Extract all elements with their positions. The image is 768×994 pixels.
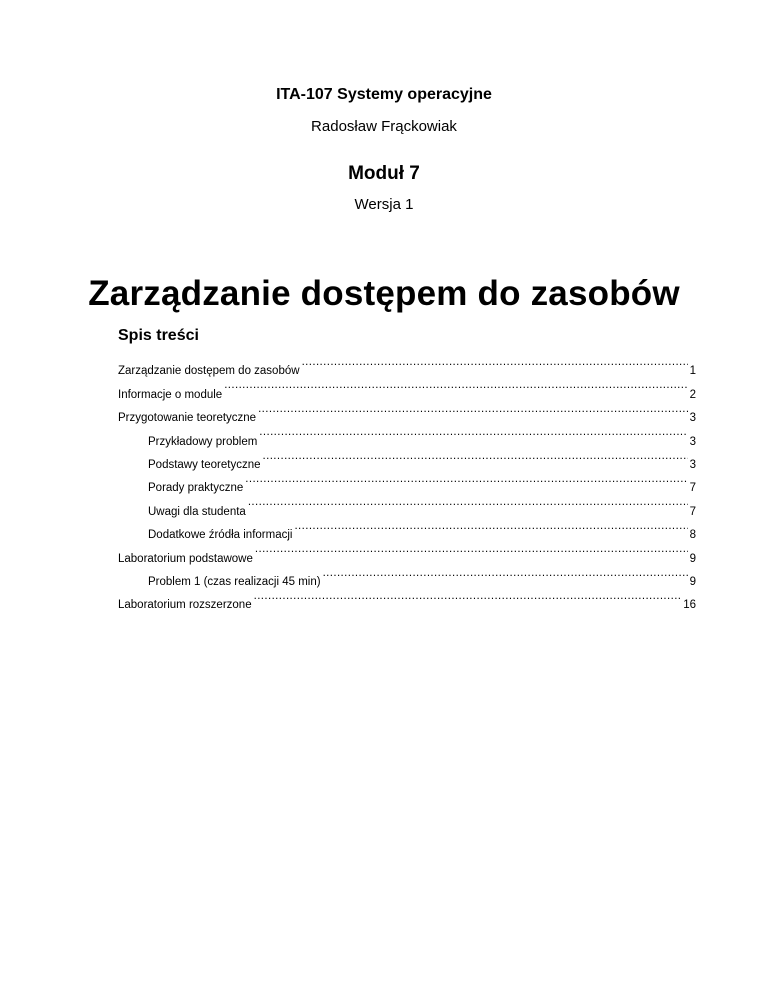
toc-entry-label: Przykładowy problem [148, 435, 258, 448]
toc-entry-label: Porady praktyczne [148, 482, 244, 495]
toc-leader-dots [259, 421, 687, 444]
toc-entry-label: Laboratorium rozszerzone [118, 599, 252, 612]
table-of-contents [118, 351, 696, 612]
toc-leader-dots [224, 374, 687, 397]
toc-entry-page-number: 3 [689, 458, 696, 471]
toc-leader-dots [254, 585, 682, 608]
main-title: Zarządzanie dostępem do zasobów [88, 274, 680, 313]
toc-leader-dots [245, 468, 687, 491]
toc-entry-page-number: 1 [689, 365, 696, 378]
module-number: Moduł 7 [348, 163, 420, 184]
toc-entry-label: Podstawy teoretyczne [148, 458, 261, 471]
toc-leader-dots [258, 398, 688, 421]
version-label: Wersja 1 [354, 196, 414, 213]
toc-entry-page-number: 7 [689, 505, 696, 518]
toc-entry-label: Uwagi dla studenta [148, 505, 246, 518]
toc-entry-label: Dodatkowe źródła informacji [148, 529, 293, 542]
toc-entry-page-number: 7 [689, 482, 696, 495]
toc-entry-page-number: 16 [683, 599, 696, 612]
toc-leader-dots [323, 562, 688, 585]
toc-entry[interactable] [118, 351, 696, 378]
toc-entry-page-number: 8 [689, 529, 696, 542]
toc-leader-dots [263, 445, 688, 468]
toc-entry-label: Przygotowanie teoretyczne [118, 412, 257, 425]
toc-leader-dots [255, 538, 688, 561]
toc-leader-dots [294, 515, 687, 538]
toc-leader-dots [302, 351, 688, 374]
toc-heading: Spis treści [118, 327, 199, 344]
course-title: ITA-107 Systemy operacyjne [276, 86, 492, 103]
toc-entry-page-number: 9 [689, 575, 696, 588]
toc-entry-label: Laboratorium podstawowe [118, 552, 253, 565]
toc-entry-label: Informacje o module [118, 388, 223, 401]
author-name: Radosław Frąckowiak [311, 118, 457, 135]
toc-entry-page-number: 2 [689, 388, 696, 401]
toc-leader-dots [248, 491, 688, 514]
toc-entry-label: Zarządzanie dostępem do zasobów [118, 365, 300, 378]
toc-entry-label: Problem 1 (czas realizacji 45 min) [148, 575, 321, 588]
toc-entry-page-number: 3 [689, 435, 696, 448]
toc-entry-page-number: 9 [689, 552, 696, 565]
toc-entry-page-number: 3 [689, 412, 696, 425]
